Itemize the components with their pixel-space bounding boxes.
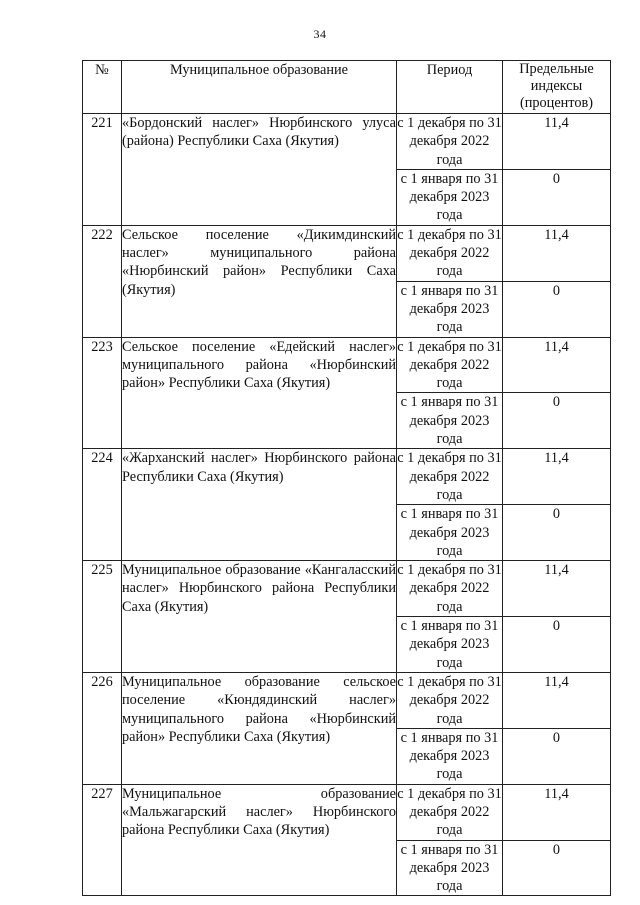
municipality-cell (122, 337, 397, 449)
index-cell: 0 (503, 393, 611, 449)
table-row (83, 672, 611, 728)
index-cell: 0 (503, 728, 611, 784)
period-cell: с 1 декабря по 31 декабря 2022 года (397, 338, 502, 392)
table-row (83, 561, 611, 617)
index-cell: 0 (503, 840, 611, 896)
table-header-row (83, 61, 611, 114)
table-row (83, 337, 611, 393)
period-cell: с 1 декабря по 31 декабря 2022 года (397, 785, 502, 839)
table-row (83, 449, 611, 505)
table-row (83, 114, 611, 170)
period-cell: с 1 декабря по 31 декабря 2022 года (397, 226, 502, 280)
row-number: 223 (83, 337, 122, 449)
municipality-name: Сельское поселение «Едейский наслег» муниципального района «Нюрбинский район» Республики Саха (Якутия) (122, 338, 396, 392)
row-number: 227 (83, 784, 122, 896)
index-cell: 0 (503, 617, 611, 673)
period-cell: с 1 января по 31 декабря 2023 года (397, 728, 503, 784)
municipality-name: Сельское поселение «Дикимдинский наслег» муниципального района «Нюрбинский район» Республики Саха (Якутия) (122, 226, 396, 298)
period-cell: с 1 января по 31 декабря 2023 года (397, 281, 503, 337)
index-cell: 0 (503, 169, 611, 225)
municipality-cell (122, 449, 397, 561)
index-cell: 11,4 (503, 225, 611, 281)
row-number: 225 (83, 561, 122, 673)
municipality-name: Муниципальное образование «Кангаласский наслег» Нюрбинского района Республики Саха (Якутия) (122, 562, 396, 615)
table-row (83, 784, 611, 840)
table-row (83, 225, 611, 281)
period-cell: с 1 января по 31 декабря 2023 года (397, 617, 503, 673)
municipality-cell (122, 784, 397, 896)
index-cell: 11,4 (503, 114, 611, 170)
municipality-cell (122, 114, 397, 226)
header-number: № (83, 61, 122, 114)
municipality-cell (122, 561, 397, 673)
tariff-index-table (82, 60, 611, 896)
index-cell: 11,4 (503, 337, 611, 393)
period-cell: с 1 января по 31 декабря 2023 года (397, 505, 503, 561)
row-number: 222 (83, 225, 122, 337)
municipality-name: Муниципальное образование «Мальжагарский наслег» Нюрбинского района Республики Саха (Якутия) (122, 785, 396, 839)
header-index: Предельные индексы (процентов) (503, 61, 611, 114)
municipality-name: Муниципальное образование сельское поселение «Кюндядинский наслег» муниципального района «Нюрбинский район» Республики Саха (Якутия) (122, 673, 396, 745)
municipality-name: «Бордонский наслег» Нюрбинского улуса (района) Республики Саха (Якутия) (122, 115, 396, 150)
index-cell: 11,4 (503, 449, 611, 505)
row-number: 224 (83, 449, 122, 561)
table-body (83, 114, 611, 896)
period-cell: с 1 января по 31 декабря 2023 года (397, 840, 503, 896)
period-cell: с 1 декабря по 31 декабря 2022 года (397, 450, 502, 503)
municipality-name: «Жарханский наслег» Нюрбинского района Республики Саха (Якутия) (122, 450, 396, 485)
period-cell: с 1 января по 31 декабря 2023 года (397, 169, 503, 225)
period-cell: с 1 декабря по 31 декабря 2022 года (397, 115, 502, 168)
index-cell: 11,4 (503, 672, 611, 728)
header-period: Период (397, 61, 503, 114)
municipality-cell (122, 672, 397, 784)
index-cell: 11,4 (503, 561, 611, 617)
period-cell: с 1 декабря по 31 декабря 2022 года (397, 562, 502, 615)
period-cell: с 1 декабря по 31 декабря 2022 года (397, 673, 502, 727)
index-cell: 11,4 (503, 784, 611, 840)
index-cell: 0 (503, 281, 611, 337)
municipality-cell (122, 225, 397, 337)
index-cell: 0 (503, 505, 611, 561)
row-number: 221 (83, 114, 122, 226)
period-cell: с 1 января по 31 декабря 2023 года (397, 393, 503, 449)
header-municipality: Муниципальное образование (122, 61, 397, 114)
row-number: 226 (83, 672, 122, 784)
page-number: 34 (313, 27, 327, 41)
